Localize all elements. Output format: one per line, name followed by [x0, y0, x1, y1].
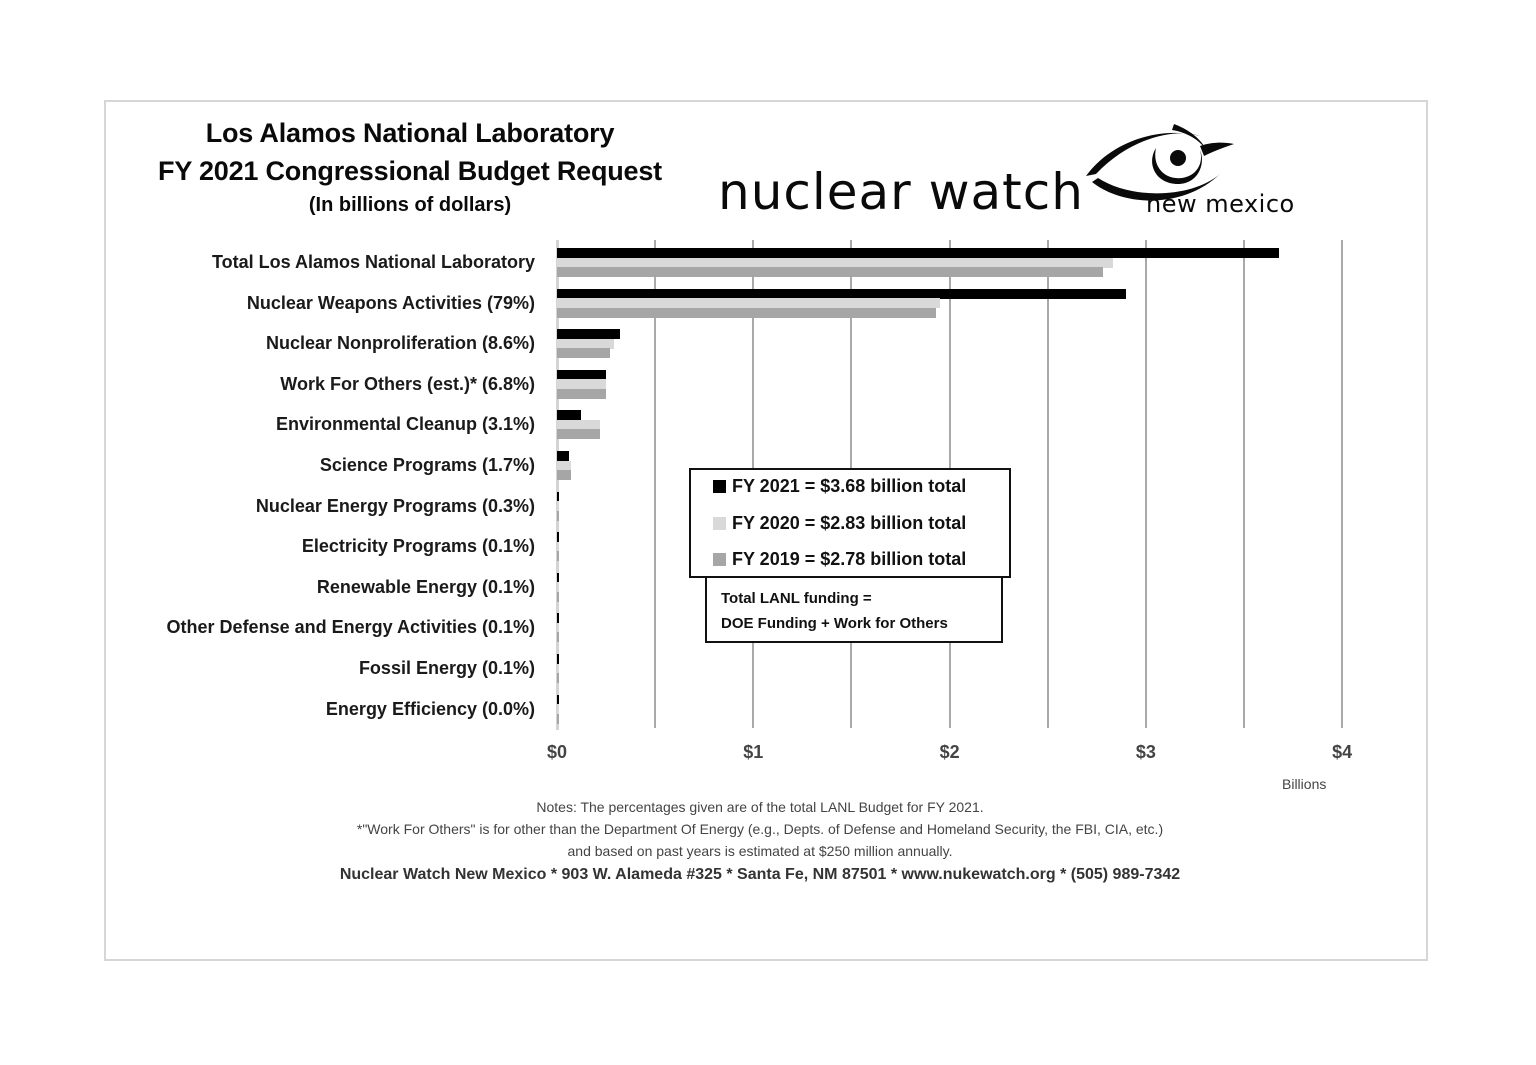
category-label: Electricity Programs (0.1%)	[301, 536, 535, 557]
bar	[557, 613, 559, 623]
bar	[557, 654, 559, 664]
chart-subtitle: (In billions of dollars)	[308, 194, 512, 216]
x-tick-label: $1	[743, 742, 764, 762]
gridline	[1341, 240, 1343, 728]
chart-title-line1: Los Alamos National Laboratory	[205, 118, 615, 148]
category-label: Work For Others (est.)* (6.8%)	[280, 373, 535, 394]
bar	[557, 492, 559, 502]
bar	[557, 573, 559, 583]
category-label: Total Los Alamos National Laboratory	[211, 252, 535, 272]
legend-item-fy2021	[713, 476, 966, 497]
legend	[689, 468, 1011, 578]
legend-label: FY 2021 = $3.68 billion total	[732, 476, 967, 496]
chart-title-block	[110, 114, 710, 220]
category-label: Nuclear Energy Programs (0.3%)	[255, 495, 535, 516]
gridline	[1243, 240, 1245, 728]
contact-footer: Nuclear Watch New Mexico * 903 W. Alameda #325 * Santa Fe, NM 87501 * www.nukewatch.org * (505) 989-7342	[339, 866, 1181, 883]
footnotes	[220, 796, 1300, 888]
note-line3: and based on past years is estimated at $250 million annually.	[567, 843, 953, 859]
bar	[557, 298, 940, 308]
category-label: Fossil Energy (0.1%)	[358, 658, 535, 678]
bar	[557, 429, 600, 439]
bar	[557, 348, 610, 358]
bar	[557, 673, 559, 683]
bar	[557, 451, 569, 461]
bar	[557, 664, 559, 674]
bar	[557, 695, 559, 705]
x-axis-unit-label: Billions	[1282, 776, 1327, 792]
bar	[557, 582, 559, 592]
legend-swatch-fy2021	[713, 480, 726, 493]
logo-subtitle: new mexico	[1146, 190, 1295, 218]
category-label: Renewable Energy (0.1%)	[316, 576, 535, 597]
legend-item-fy2020	[713, 513, 966, 534]
bar	[557, 370, 606, 380]
bar	[557, 410, 581, 420]
bar	[557, 542, 559, 552]
bar	[557, 329, 620, 339]
funding-note-box	[705, 576, 1003, 643]
bar	[557, 308, 936, 318]
category-label: Other Defense and Energy Activities (0.1%)	[166, 617, 535, 638]
category-label: Nuclear Nonproliferation (8.6%)	[265, 333, 535, 354]
bar	[557, 258, 1113, 268]
legend-item-fy2019	[713, 549, 966, 570]
legend-swatch-fy2019	[713, 553, 726, 566]
funding-note-line1: Total LANL funding =	[721, 590, 872, 607]
note-line1: Notes: The percentages given are of the total LANL Budget for FY 2021.	[536, 799, 984, 815]
chart-title-line2: FY 2021 Congressional Budget Request	[158, 156, 662, 186]
gridline	[1145, 240, 1147, 728]
gridline	[1047, 240, 1049, 728]
bar	[557, 339, 614, 349]
bar	[557, 704, 559, 714]
x-tick-label: $2	[939, 742, 960, 762]
bar	[557, 532, 559, 542]
bar	[557, 379, 606, 389]
note-line2: *"Work For Others" is for other than the Department Of Energy (e.g., Depts. of Defense and Homeland Security, the FBI, CIA, etc.)	[356, 821, 1164, 837]
bar	[557, 714, 559, 724]
legend-label: FY 2019 = $2.78 billion total	[732, 549, 967, 569]
bar	[557, 501, 559, 511]
bar	[557, 420, 600, 430]
bar	[557, 470, 571, 480]
bar	[557, 389, 606, 399]
bar	[557, 289, 1126, 299]
funding-note-line2: DOE Funding + Work for Others	[721, 615, 948, 632]
x-tick-label: $3	[1135, 742, 1156, 762]
legend-swatch-fy2020	[713, 517, 726, 530]
bar	[557, 248, 1279, 258]
legend-label: FY 2020 = $2.83 billion total	[732, 513, 967, 533]
category-label: Science Programs (1.7%)	[319, 455, 535, 475]
x-tick-label: $0	[546, 742, 568, 762]
bar	[557, 461, 571, 471]
category-label: Environmental Cleanup (3.1%)	[275, 414, 535, 435]
x-tick-label: $4	[1332, 742, 1353, 762]
bar	[557, 592, 559, 602]
logo-wordmark: nuclear watch	[718, 163, 1084, 221]
bar	[557, 511, 559, 521]
bar	[557, 267, 1103, 277]
bar	[557, 623, 559, 633]
bar	[557, 632, 559, 642]
category-label: Energy Efficiency (0.0%)	[325, 698, 535, 719]
bar	[557, 551, 559, 561]
category-label: Nuclear Weapons Activities (79%)	[246, 292, 535, 313]
